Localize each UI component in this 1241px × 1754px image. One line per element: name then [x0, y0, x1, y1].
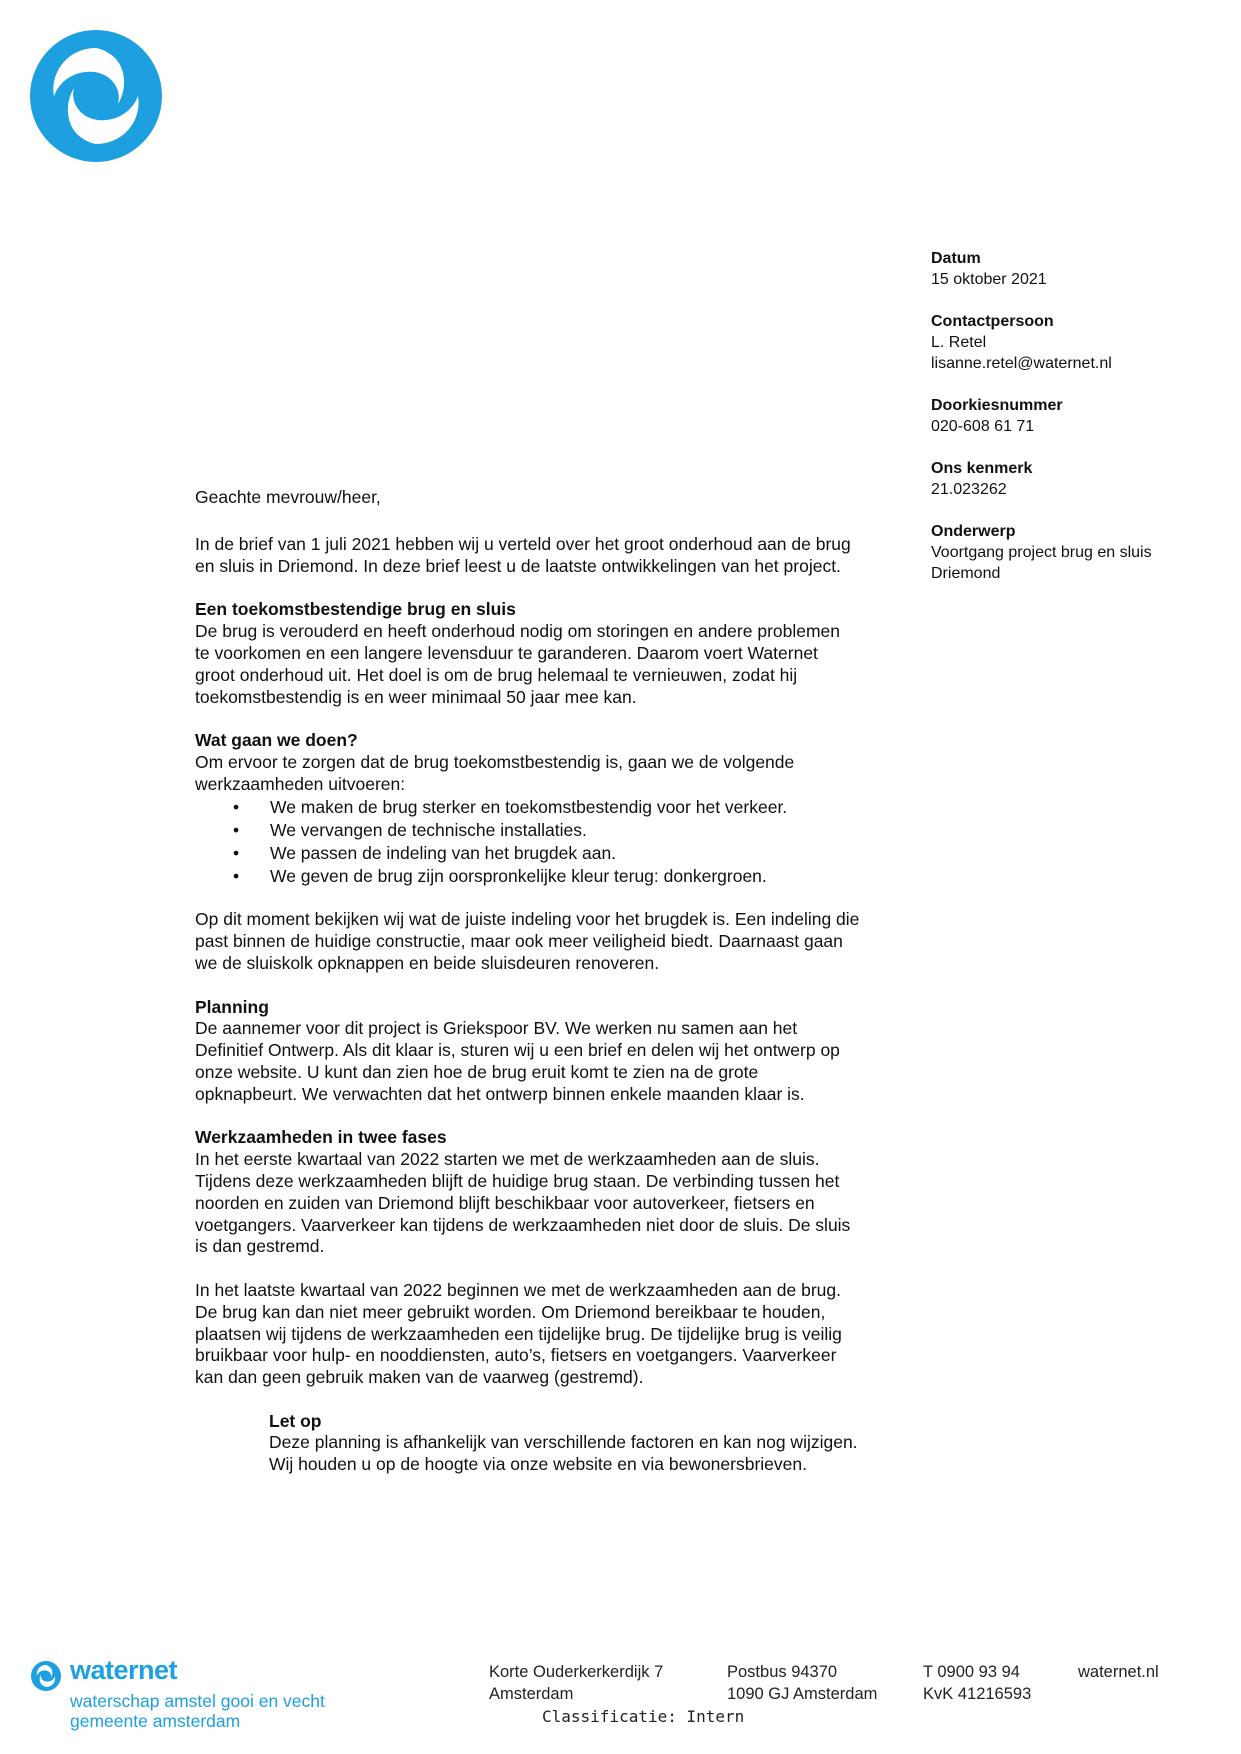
list-item-text: We maken de brug sterker en toekomstbestendig voor het verkeer. [270, 796, 788, 817]
meta-contact [931, 311, 1201, 374]
footer-sub-line: waterschap amstel gooi en vecht [70, 1691, 325, 1711]
section-title: Een toekomstbestendige brug en sluis [195, 599, 516, 620]
bullet-icon: • [233, 842, 240, 863]
intro-line: In de brief van 1 juli 2021 hebben wij u verteld over het groot onderhoud aan de brug [195, 534, 851, 554]
list-item [195, 796, 915, 819]
note-title: Let op [269, 1410, 322, 1431]
footer-classification: Classificatie: Intern [542, 1707, 745, 1726]
section-title: Werkzaamheden in twee fases [195, 1127, 447, 1148]
footer-postbus-line: Postbus 94370 [727, 1663, 838, 1681]
list-item-text: We passen de indeling van het brugdek aan. [270, 842, 617, 863]
body-line: is dan gestremd. [195, 1236, 325, 1257]
meta-contact-label: Contactpersoon [931, 313, 1054, 330]
note-box [269, 1411, 915, 1476]
salutation: Geachte mevrouw/heer, [195, 487, 381, 507]
bullet-icon: • [233, 865, 240, 886]
body-line: In het laatste kwartaal van 2022 beginnen we met de werkzaamheden aan de brug. [195, 1279, 841, 1300]
footer [0, 1655, 1241, 1754]
body-line: noorden en zuiden van Driemond blijft beschikbaar voor autoverkeer, fietsers en [195, 1192, 815, 1213]
body-line: Om ervoor te zorgen dat de brug toekomstbestendig is, gaan we de volgende [195, 751, 795, 772]
footer-website[interactable]: waternet.nl [1078, 1663, 1159, 1681]
bullet-icon: • [233, 796, 240, 817]
footer-phone: T 0900 93 94 [923, 1663, 1020, 1681]
meta-date-value: 15 oktober 2021 [931, 271, 1047, 288]
body-line: In het eerste kwartaal van 2022 starten we met de werkzaamheden aan de sluis. [195, 1149, 820, 1170]
list-item-text: We geven de brug zijn oorspronkelijke kleur terug: donkergroen. [270, 865, 767, 886]
body-line: groot onderhoud uit. Het doel is om de brug helemaal te vernieuwen, zodat hij [195, 664, 798, 685]
footer-address-line: Amsterdam [489, 1685, 574, 1703]
list-item [195, 865, 915, 888]
body-line: toekomstbestendig is en weer minimaal 50 jaar mee kan. [195, 686, 637, 707]
footer-address-line: Korte Ouderkerkerdijk 7 [489, 1663, 664, 1681]
footer-contact [923, 1661, 1031, 1705]
body-line: we de sluiskolk opknappen en beide sluisdeuren renoveren. [195, 952, 660, 973]
section-title: Planning [195, 996, 269, 1017]
meta-phone-value: 020-608 61 71 [931, 418, 1035, 435]
body-line: voetgangers. Vaarverkeer kan tijdens de werkzaamheden niet door de sluis. De sluis [195, 1214, 851, 1235]
section-title: Wat gaan we doen? [195, 730, 358, 751]
letter-meta [931, 248, 1201, 605]
meta-phone-label: Doorkiesnummer [931, 397, 1063, 414]
body-line: De brug kan dan niet meer gebruikt worden. Om Driemond bereikbaar te houden, [195, 1301, 826, 1322]
footer-postbus-line: 1090 GJ Amsterdam [727, 1685, 878, 1703]
body-line: onze website. U kunt dan zien hoe de brug eruit komt te zien na de grote [195, 1061, 759, 1082]
meta-phone [931, 395, 1201, 437]
bullet-icon: • [233, 819, 240, 840]
meta-subject-line1: Voortgang project brug en sluis [931, 544, 1152, 561]
body-line: Definitief Ontwerp. Als dit klaar is, sturen wij u een brief en delen wij het ontwerp op [195, 1040, 840, 1061]
letter-body [195, 534, 915, 1476]
footer-sub-line: gemeente amsterdam [70, 1711, 241, 1731]
footer-postbus [727, 1661, 877, 1705]
meta-contact-email[interactable]: lisanne.retel@waternet.nl [931, 355, 1112, 372]
meta-subject-label: Onderwerp [931, 523, 1016, 540]
list-item-text: We vervangen de technische installaties. [270, 819, 587, 840]
body-line: Tijdens deze werkzaamheden blijft de huidige brug staan. De verbinding tussen het [195, 1170, 840, 1191]
body-line: kan dan geen gebruik maken van de vaarweg (gestremd). [195, 1367, 644, 1388]
meta-ref-label: Ons kenmerk [931, 460, 1033, 477]
body-line: bruikbaar voor hulp- en nooddiensten, auto’s, fietsers en voetgangers. Vaarverkeer [195, 1345, 837, 1366]
body-line: werkzaamheden uitvoeren: [195, 773, 406, 794]
body-line: Op dit moment bekijken wij wat de juiste indeling voor het brugdek is. Een indeling die [195, 909, 860, 930]
meta-date [931, 248, 1201, 290]
intro-line: en sluis in Driemond. In deze brief leest u de laatste ontwikkelingen van het project. [195, 555, 841, 576]
footer-brand: waternet [70, 1655, 178, 1685]
note-line: Deze planning is afhankelijk van verschillende factoren en kan nog wijzigen. [269, 1432, 858, 1453]
waternet-small-logo-icon [30, 1660, 62, 1692]
body-line: De brug is verouderd en heeft onderhoud nodig om storingen en andere problemen [195, 621, 841, 642]
meta-ref-value: 21.023262 [931, 481, 1007, 498]
body-line: te voorkomen en een langere levensduur te garanderen. Daarom voert Waternet [195, 642, 818, 663]
list-item [195, 819, 915, 842]
body-line: opknapbeurt. We verwachten dat het ontwerp binnen enkele maanden klaar is. [195, 1083, 805, 1104]
meta-date-label: Datum [931, 250, 981, 267]
waternet-swirl-icon [28, 28, 164, 164]
meta-subject-line2: Driemond [931, 565, 1001, 582]
body-line: De aannemer voor dit project is Griekspoor BV. We werken nu samen aan het [195, 1018, 798, 1039]
work-list [195, 796, 915, 888]
list-item [195, 842, 915, 865]
meta-contact-name: L. Retel [931, 334, 987, 351]
footer-address [489, 1661, 663, 1705]
meta-reference [931, 458, 1201, 500]
meta-subject [931, 521, 1201, 584]
body-line: plaatsen wij tijdens de werkzaamheden een tijdelijke brug. De tijdelijke brug is veilig [195, 1323, 842, 1344]
footer-kvk: KvK 41216593 [923, 1685, 1032, 1703]
body-line: past binnen de huidige constructie, maar ook meer veiligheid biedt. Daarnaast gaan [195, 931, 843, 952]
note-line: Wij houden u op de hoogte via onze website en via bewonersbrieven. [269, 1454, 807, 1475]
